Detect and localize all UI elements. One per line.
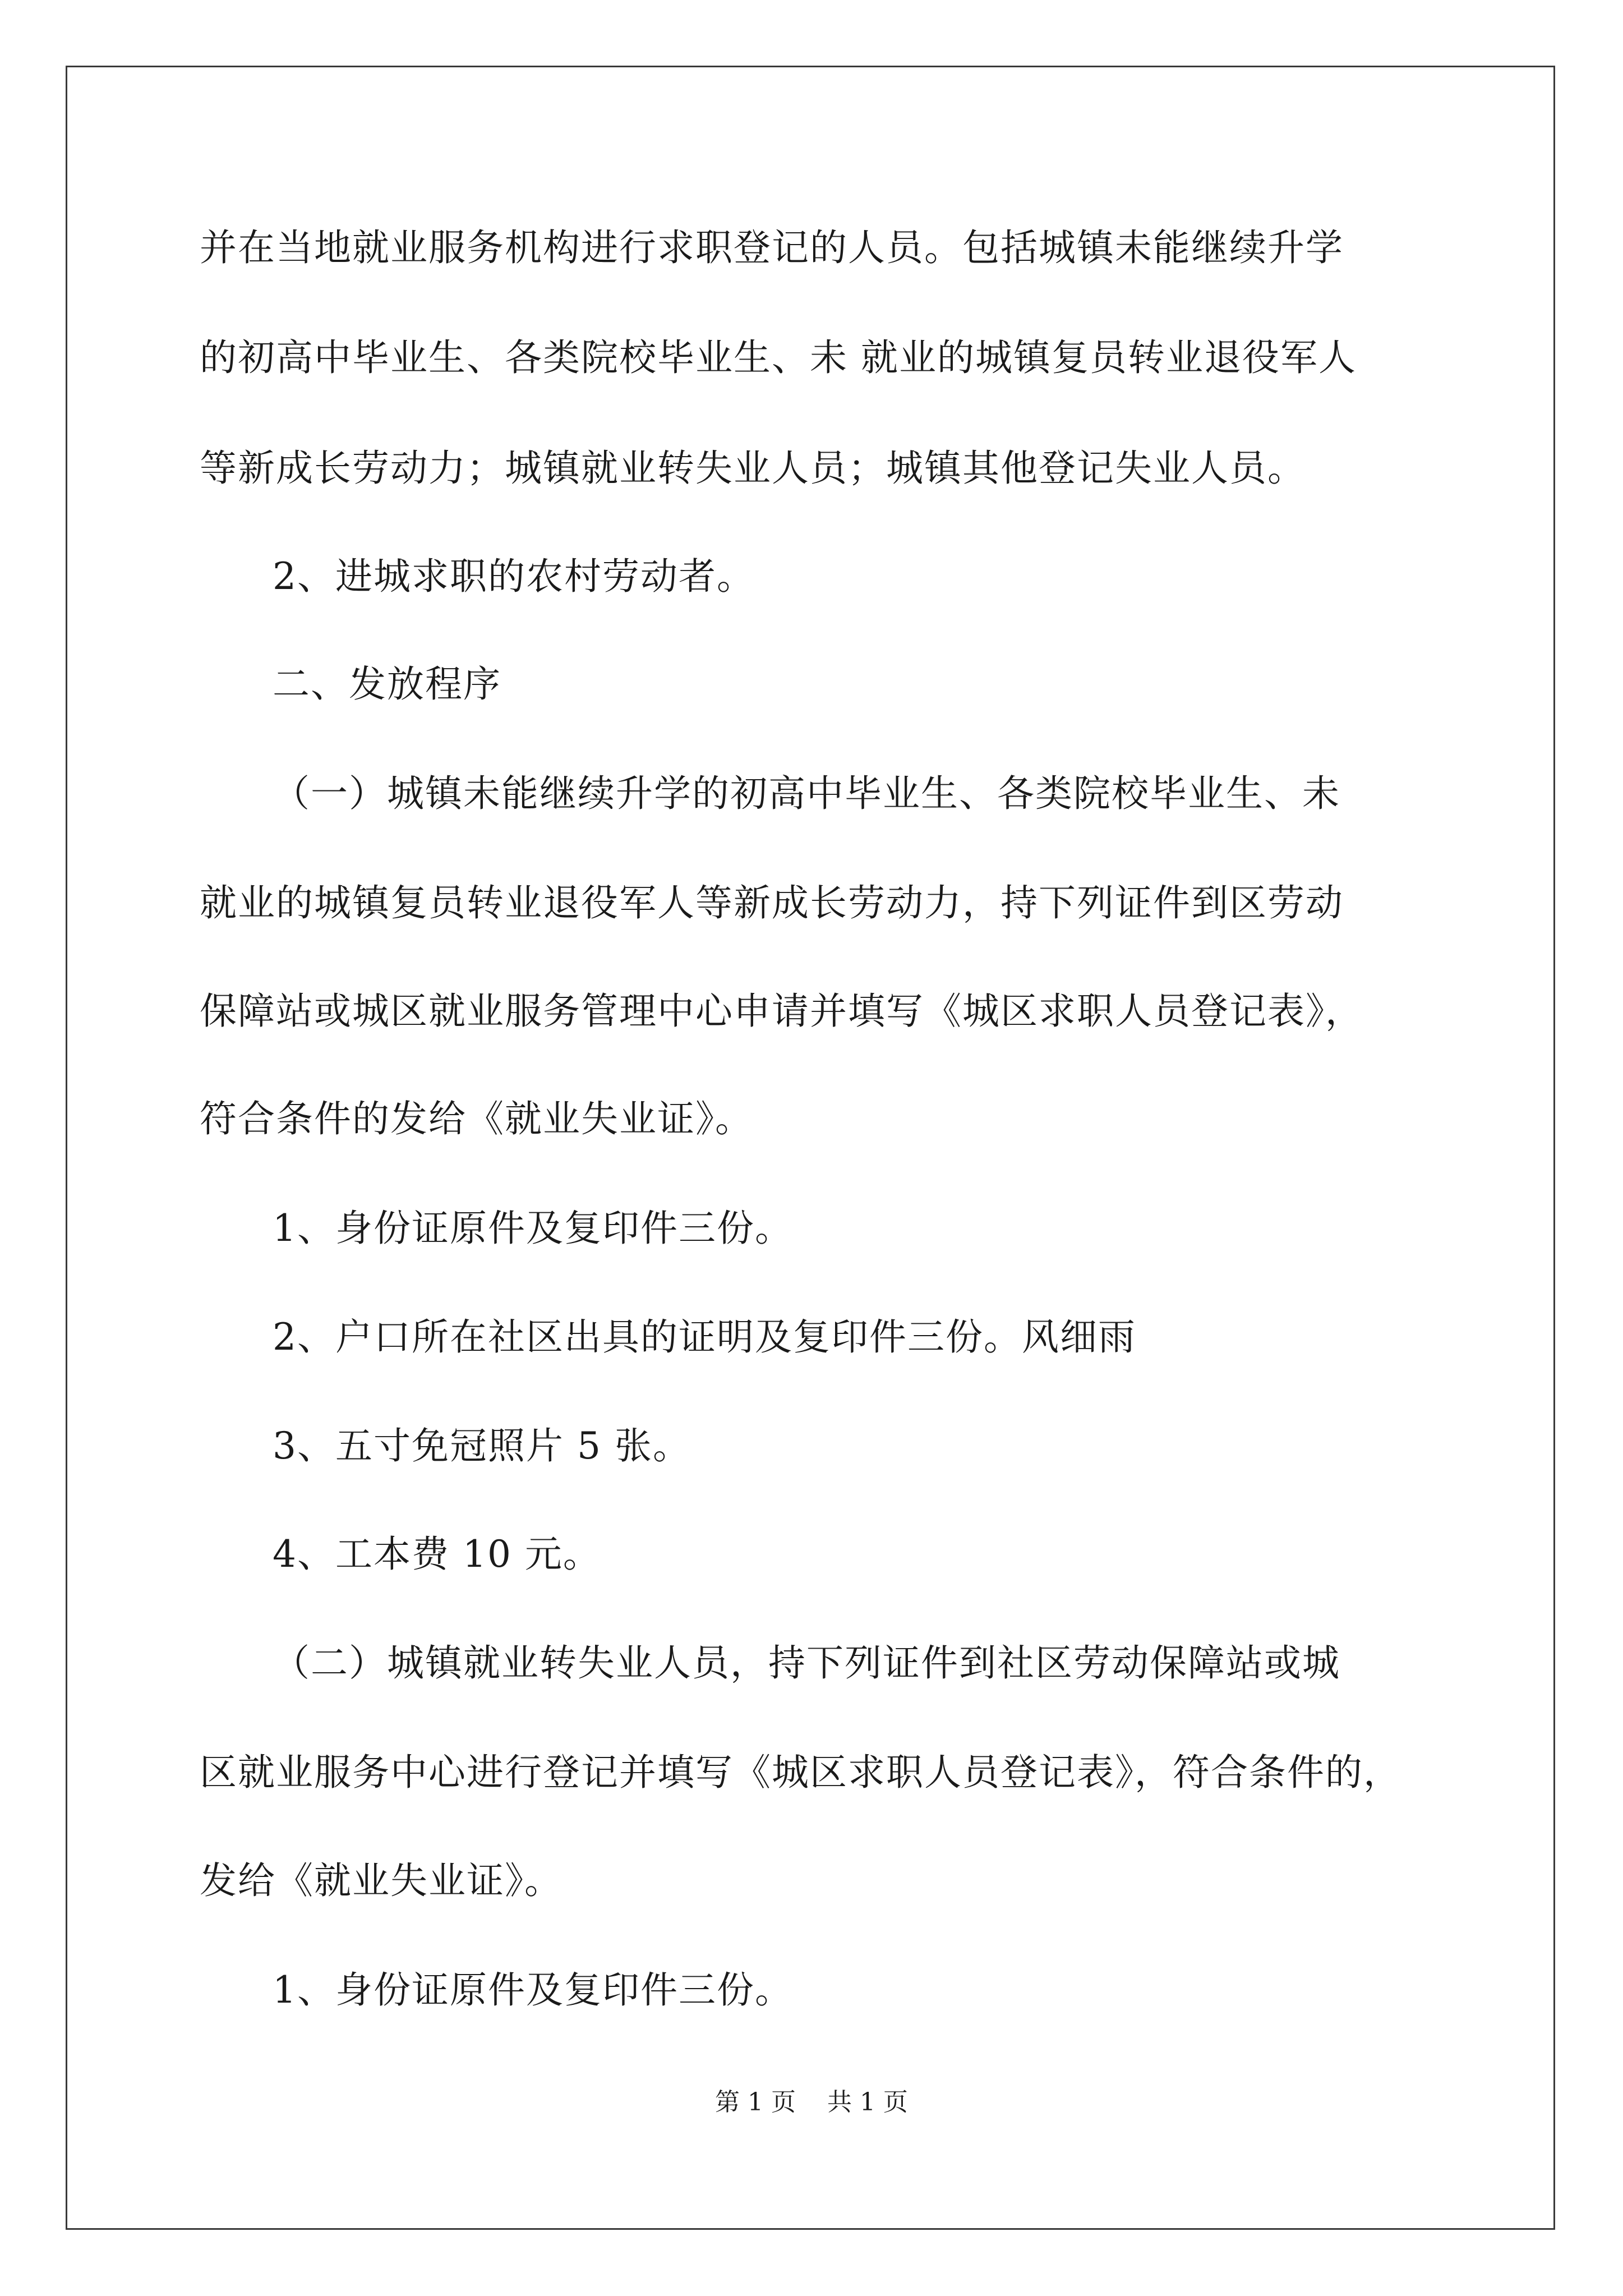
list-item-photos: 3、五寸免冠照片 5 张。	[273, 1424, 691, 1467]
list-item-migrant-workers: 2、进城求职的农村劳动者。	[273, 555, 755, 598]
list-item-id-card: 1、身份证原件及复印件三份。	[273, 1207, 793, 1250]
body-line-2: 的初高中毕业生、各类院校毕业生、未 就业的城镇复员转业退役军人	[200, 336, 1357, 379]
list-item-id-card-2: 1、身份证原件及复印件三份。	[273, 1968, 793, 2012]
list-item-residence-proof: 2、户口所在社区出具的证明及复印件三份。风细雨	[273, 1315, 1136, 1359]
subsection-one-line-4: 符合条件的发给《就业失业证》。	[200, 1097, 753, 1140]
subsection-two-line-3: 发给《就业失业证》。	[200, 1859, 562, 1902]
subsection-one-line-2: 就业的城镇复员转业退役军人等新成长劳动力，持下列证件到区劳动	[200, 881, 1344, 924]
subsection-one-line-1: （一）城镇未能继续升学的初高中毕业生、各类院校毕业生、未	[273, 772, 1340, 815]
page-number-footer: 第 1 页 共 1 页	[715, 2088, 908, 2116]
subsection-one-line-3: 保障站或城区就业服务管理中心申请并填写《城区求职人员登记表》，	[200, 990, 1363, 1033]
body-line-1: 并在当地就业服务机构进行求职登记的人员。包括城镇未能继续升学	[200, 226, 1344, 269]
page-border	[66, 66, 1555, 2230]
body-line-3: 等新成长劳动力；城镇就业转失业人员；城镇其他登记失业人员。	[200, 447, 1306, 490]
list-item-fee: 4、工本费 10 元。	[273, 1533, 601, 1576]
section-heading-procedure: 二、发放程序	[273, 662, 501, 706]
subsection-two-line-1: （二）城镇就业转失业人员，持下列证件到社区劳动保障站或城	[273, 1641, 1340, 1685]
subsection-two-line-2: 区就业服务中心进行登记并填写《城区求职人员登记表》，符合条件的，	[200, 1751, 1401, 1794]
